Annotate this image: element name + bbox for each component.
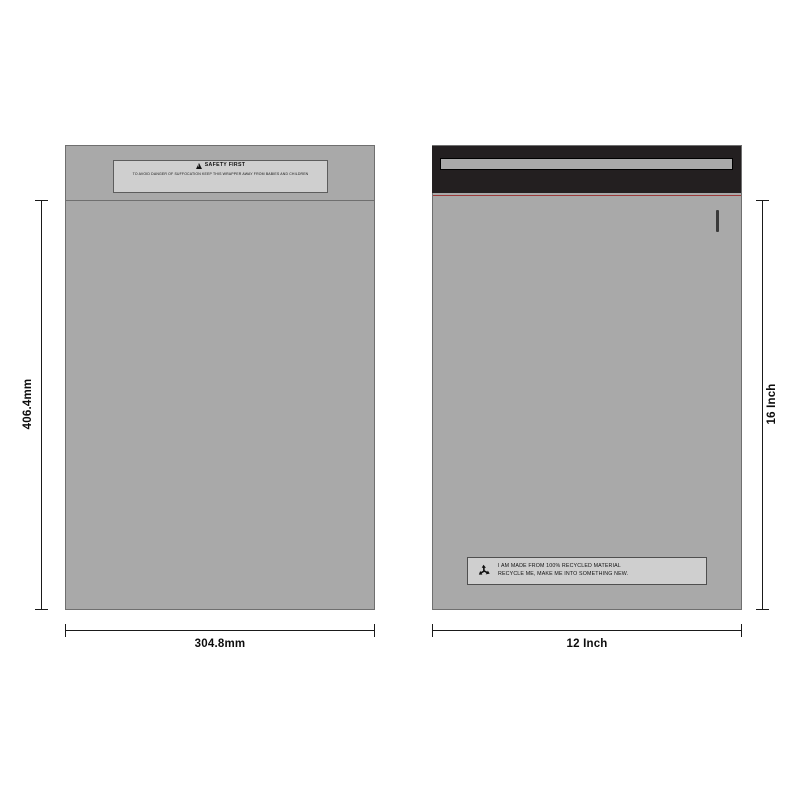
right-width-right-cap [741,624,742,637]
back-bag-strip-inner-band [440,158,733,170]
recycled-material-line2: RECYCLE ME, MAKE ME INTO SOMETHING NEW. [498,571,629,577]
left-width-right-cap [374,624,375,637]
left-height-dimension-label: 406.4mm [22,378,34,430]
recycle-icon [476,563,492,579]
left-width-dimension-line [65,630,375,631]
recycled-material-text-block [498,563,628,579]
recycled-material-line1: I AM MADE FROM 100% RECYCLED MATERIAL [498,563,621,570]
recycled-material-label [467,557,707,585]
safety-first-label [113,160,328,193]
left-width-left-cap [65,624,66,637]
right-width-dimension-line [432,630,742,631]
back-bag-shape [432,145,742,610]
back-bag-red-tear-line [433,195,741,196]
left-width-dimension-label: 304.8mm [194,638,246,650]
safety-first-title: SAFETY FIRST [204,162,246,169]
right-height-dimension-line [762,200,763,610]
front-bag-shape [65,145,375,610]
right-width-left-cap [432,624,433,637]
back-bag-tear-notch-icon [716,210,719,232]
right-height-top-cap [756,200,769,201]
right-height-dimension-label: 16 Inch [766,383,778,425]
left-height-top-cap [35,200,48,201]
warning-triangle-icon [196,163,202,169]
left-height-dimension-line [41,200,42,610]
front-bag-flap-line [65,200,375,201]
left-height-bottom-cap [35,609,48,610]
safety-first-body: TO AVOID DANGER OF SUFFOCATION KEEP THIS WRAPPER AWAY FROM BABIES AND CHILDREN [132,172,309,176]
back-bag-adhesive-strip [432,146,741,193]
safety-title-row [196,163,245,169]
right-width-dimension-label: 12 Inch [566,638,608,650]
right-height-bottom-cap [756,609,769,610]
